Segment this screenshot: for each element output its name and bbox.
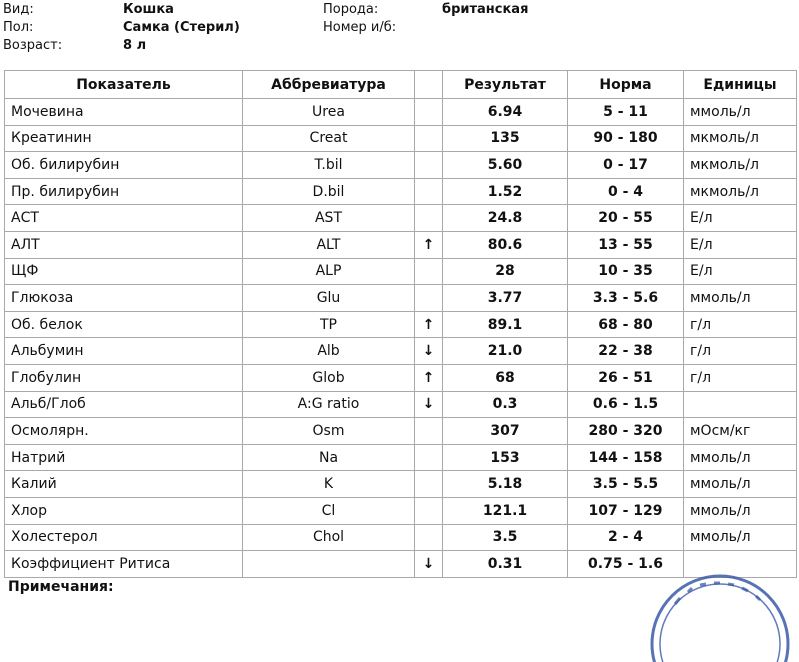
flag-arrow-icon bbox=[415, 471, 443, 498]
flag-arrow-icon bbox=[415, 418, 443, 445]
abbreviation-cell: Cl bbox=[243, 497, 415, 524]
unit-cell: Е/л bbox=[684, 231, 797, 258]
unit-cell: ммоль/л bbox=[684, 285, 797, 312]
unit-cell: мкмоль/л bbox=[684, 125, 797, 152]
indicator-cell: Альбумин bbox=[5, 338, 243, 365]
table-row bbox=[5, 125, 797, 152]
table-row bbox=[5, 471, 797, 498]
unit-cell: ммоль/л bbox=[684, 471, 797, 498]
table-row bbox=[5, 205, 797, 232]
column-header-units: Единицы bbox=[684, 71, 797, 99]
age-value: 8 л bbox=[123, 38, 147, 53]
table-row bbox=[5, 285, 797, 312]
species-value: Кошка bbox=[123, 2, 174, 17]
indicator-cell: Коэффициент Ритиса bbox=[5, 551, 243, 578]
column-header-indicator: Показатель bbox=[5, 71, 243, 99]
flag-arrow-icon: ↓ bbox=[415, 551, 443, 578]
result-cell: 21.0 bbox=[443, 338, 568, 365]
norm-cell: 0 - 4 bbox=[568, 178, 684, 205]
norm-cell: 22 - 38 bbox=[568, 338, 684, 365]
result-cell: 5.60 bbox=[443, 152, 568, 179]
indicator-cell: Хлор bbox=[5, 497, 243, 524]
table-row bbox=[5, 444, 797, 471]
abbreviation-cell: Alb bbox=[243, 338, 415, 365]
abbreviation-cell: TP bbox=[243, 311, 415, 338]
result-cell: 68 bbox=[443, 364, 568, 391]
result-cell: 307 bbox=[443, 418, 568, 445]
flag-arrow-icon bbox=[415, 125, 443, 152]
flag-arrow-icon bbox=[415, 99, 443, 126]
flag-arrow-icon bbox=[415, 285, 443, 312]
unit-cell bbox=[684, 391, 797, 418]
unit-cell: г/л bbox=[684, 364, 797, 391]
result-cell: 24.8 bbox=[443, 205, 568, 232]
result-cell: 121.1 bbox=[443, 497, 568, 524]
flag-arrow-icon bbox=[415, 524, 443, 551]
abbreviation-cell: ALP bbox=[243, 258, 415, 285]
result-cell: 28 bbox=[443, 258, 568, 285]
column-header-abbreviation: Аббревиатура bbox=[243, 71, 415, 99]
table-row bbox=[5, 497, 797, 524]
table-body bbox=[5, 99, 797, 578]
table-row bbox=[5, 231, 797, 258]
sex-value: Самка (Стерил) bbox=[123, 20, 240, 35]
table-row bbox=[5, 152, 797, 179]
table-row bbox=[5, 338, 797, 365]
sex-label: Пол: bbox=[3, 20, 34, 35]
indicator-cell: Мочевина bbox=[5, 99, 243, 126]
result-cell: 0.3 bbox=[443, 391, 568, 418]
abbreviation-cell: AST bbox=[243, 205, 415, 232]
flag-arrow-icon bbox=[415, 497, 443, 524]
indicator-cell: Глюкоза bbox=[5, 285, 243, 312]
age-label: Возраст: bbox=[3, 38, 63, 53]
norm-cell: 0.6 - 1.5 bbox=[568, 391, 684, 418]
norm-cell: 5 - 11 bbox=[568, 99, 684, 126]
result-cell: 135 bbox=[443, 125, 568, 152]
abbreviation-cell bbox=[243, 551, 415, 578]
flag-arrow-icon: ↓ bbox=[415, 338, 443, 365]
flag-arrow-icon bbox=[415, 258, 443, 285]
abbreviation-cell: D.bil bbox=[243, 178, 415, 205]
flag-arrow-icon bbox=[415, 205, 443, 232]
result-cell: 1.52 bbox=[443, 178, 568, 205]
indicator-cell: Глобулин bbox=[5, 364, 243, 391]
column-header-flag bbox=[415, 71, 443, 99]
table-row bbox=[5, 258, 797, 285]
abbreviation-cell: Na bbox=[243, 444, 415, 471]
flag-arrow-icon: ↑ bbox=[415, 364, 443, 391]
indicator-cell: Натрий bbox=[5, 444, 243, 471]
unit-cell: ммоль/л bbox=[684, 99, 797, 126]
column-header-norm: Норма bbox=[568, 71, 684, 99]
table-row bbox=[5, 178, 797, 205]
indicator-cell: Холестерол bbox=[5, 524, 243, 551]
unit-cell: Е/л bbox=[684, 205, 797, 232]
flag-arrow-icon bbox=[415, 152, 443, 179]
flag-arrow-icon bbox=[415, 178, 443, 205]
clinic-stamp bbox=[640, 562, 790, 662]
indicator-cell: Пр. билирубин bbox=[5, 178, 243, 205]
norm-cell: 26 - 51 bbox=[568, 364, 684, 391]
abbreviation-cell: ALT bbox=[243, 231, 415, 258]
norm-cell: 0 - 17 bbox=[568, 152, 684, 179]
abbreviation-cell: Urea bbox=[243, 99, 415, 126]
unit-cell: ммоль/л bbox=[684, 497, 797, 524]
table-row bbox=[5, 311, 797, 338]
indicator-cell: Альб/Глоб bbox=[5, 391, 243, 418]
unit-cell: г/л bbox=[684, 338, 797, 365]
result-cell: 5.18 bbox=[443, 471, 568, 498]
norm-cell: 13 - 55 bbox=[568, 231, 684, 258]
indicator-cell: АЛТ bbox=[5, 231, 243, 258]
norm-cell: 3.5 - 5.5 bbox=[568, 471, 684, 498]
result-cell: 89.1 bbox=[443, 311, 568, 338]
flag-arrow-icon: ↑ bbox=[415, 231, 443, 258]
unit-cell: Е/л bbox=[684, 258, 797, 285]
flag-arrow-icon bbox=[415, 444, 443, 471]
abbreviation-cell: Osm bbox=[243, 418, 415, 445]
norm-cell: 20 - 55 bbox=[568, 205, 684, 232]
flag-arrow-icon: ↑ bbox=[415, 311, 443, 338]
norm-cell: 144 - 158 bbox=[568, 444, 684, 471]
norm-cell: 0.75 - 1.6 bbox=[568, 551, 684, 578]
result-cell: 3.5 bbox=[443, 524, 568, 551]
norm-cell: 3.3 - 5.6 bbox=[568, 285, 684, 312]
result-cell: 6.94 bbox=[443, 99, 568, 126]
indicator-cell: Об. билирубин bbox=[5, 152, 243, 179]
unit-cell: ммоль/л bbox=[684, 444, 797, 471]
flag-arrow-icon: ↓ bbox=[415, 391, 443, 418]
abbreviation-cell: T.bil bbox=[243, 152, 415, 179]
unit-cell: г/л bbox=[684, 311, 797, 338]
table-row bbox=[5, 524, 797, 551]
table-row bbox=[5, 364, 797, 391]
indicator-cell: Калий bbox=[5, 471, 243, 498]
result-cell: 3.77 bbox=[443, 285, 568, 312]
history-number-label: Номер и/б: bbox=[323, 20, 397, 35]
indicator-cell: Осмолярн. bbox=[5, 418, 243, 445]
result-cell: 0.31 bbox=[443, 551, 568, 578]
table-header-row bbox=[5, 71, 797, 99]
column-header-result: Результат bbox=[443, 71, 568, 99]
abbreviation-cell: K bbox=[243, 471, 415, 498]
table-row bbox=[5, 391, 797, 418]
norm-cell: 10 - 35 bbox=[568, 258, 684, 285]
unit-cell: мкмоль/л bbox=[684, 178, 797, 205]
abbreviation-cell: Glob bbox=[243, 364, 415, 391]
results-table bbox=[4, 70, 797, 578]
norm-cell: 107 - 129 bbox=[568, 497, 684, 524]
abbreviation-cell: A:G ratio bbox=[243, 391, 415, 418]
norm-cell: 2 - 4 bbox=[568, 524, 684, 551]
table-row bbox=[5, 418, 797, 445]
abbreviation-cell: Glu bbox=[243, 285, 415, 312]
norm-cell: 68 - 80 bbox=[568, 311, 684, 338]
indicator-cell: Креатинин bbox=[5, 125, 243, 152]
unit-cell: мкмоль/л bbox=[684, 152, 797, 179]
unit-cell: ммоль/л bbox=[684, 524, 797, 551]
norm-cell: 280 - 320 bbox=[568, 418, 684, 445]
species-label: Вид: bbox=[3, 2, 34, 17]
result-cell: 153 bbox=[443, 444, 568, 471]
table-row bbox=[5, 99, 797, 126]
indicator-cell: Об. белок bbox=[5, 311, 243, 338]
indicator-cell: АСТ bbox=[5, 205, 243, 232]
indicator-cell: ЩФ bbox=[5, 258, 243, 285]
notes-label: Примечания: bbox=[8, 579, 114, 595]
unit-cell: мОсм/кг bbox=[684, 418, 797, 445]
abbreviation-cell: Creat bbox=[243, 125, 415, 152]
norm-cell: 90 - 180 bbox=[568, 125, 684, 152]
result-cell: 80.6 bbox=[443, 231, 568, 258]
breed-value: британская bbox=[442, 2, 529, 17]
abbreviation-cell: Chol bbox=[243, 524, 415, 551]
breed-label: Порода: bbox=[323, 2, 379, 17]
